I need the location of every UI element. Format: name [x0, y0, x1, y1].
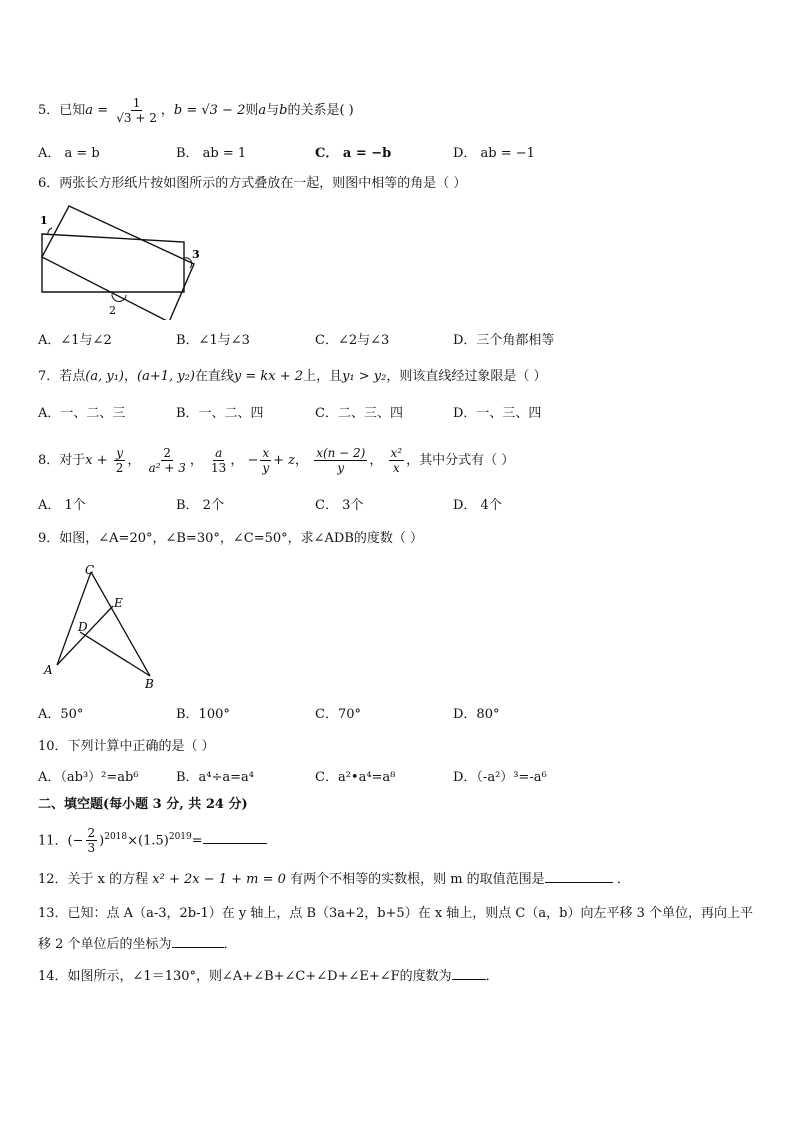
q8-expr-3: $\frac{a}{13}$ — [211, 446, 227, 475]
question-8-options — [38, 497, 758, 515]
question-10-options — [38, 769, 758, 787]
option-a[interactable]: A． a = b — [38, 146, 100, 161]
angle-1-label: 1 — [40, 214, 48, 227]
q8-expr-2: $\frac{2}{\text{a² + 3}}$ — [148, 446, 186, 475]
answer-blank-12[interactable] — [545, 870, 613, 883]
option-d[interactable]: D．三个角都相等 — [453, 333, 555, 348]
option-c[interactable]: C． a = −b — [315, 146, 392, 161]
q11-fraction: $\frac{2}{3}$ — [87, 826, 96, 856]
option-c[interactable]: C．二、三、四 — [315, 406, 403, 421]
question-12: 12．关于 x 的方程 x² + 2x − 1 + m = 0 有两个不相等的实数根，则 m 的取值范围是 ． — [38, 872, 630, 887]
point-e-label: E — [114, 596, 123, 610]
question-8: 8．对于x + $\frac{y}{2}$ ， $\frac{2}{\text{a² + 3}}$ ， $\frac{a}{13}$ ， − $\frac{x}{y}$ + z， $\frac{x(n - 2)}{y}$ ， $\frac{\text{x²}}{x}$ ，其中分式有（ ） — [38, 446, 515, 475]
angle-3-label: 3 — [192, 248, 200, 261]
option-b[interactable]: B． 2个 — [176, 498, 224, 513]
q8-expr-5: $\frac{x(n - 2)}{y}$ — [316, 446, 366, 475]
option-c[interactable]: C．a²•a⁴=a⁸ — [315, 770, 396, 785]
option-d[interactable]: D． ab = −1 — [453, 146, 535, 161]
option-b[interactable]: B．100° — [176, 707, 230, 722]
q8-expr-6: $\frac{\text{x²}}{x}$ — [390, 446, 403, 475]
option-a[interactable]: A．（ab³）²=ab⁶ — [38, 770, 139, 785]
question-9: 9．如图，∠A=20°，∠B=30°，∠C=50°，求∠ADB的度数（ ） — [38, 531, 424, 546]
option-a[interactable]: A．一、二、三 — [38, 406, 126, 421]
option-c[interactable]: C． 3个 — [315, 498, 364, 513]
question-7: 7．若点(a, y₁)，(a+1, y₂)在直线y = kx + 2上，且y₁ > y₂，则该直线经过象限是（ ） — [38, 369, 547, 384]
angle-2-label: 2 — [109, 304, 116, 317]
option-c[interactable]: C．70° — [315, 707, 361, 722]
option-a[interactable]: A．∠1与∠2 — [38, 333, 112, 348]
option-a[interactable]: A．50° — [38, 707, 84, 722]
question-6-options — [38, 332, 758, 350]
option-b[interactable]: B．一、二、四 — [176, 406, 264, 421]
option-b[interactable]: B．∠1与∠3 — [176, 333, 250, 348]
question-13-line-1: 13．已知：点 A（a-3，2b-1）在 y 轴上，点 B（3a+2，b+5）在 x 轴上，则点 C（a，b）向左平移 3 个单位，再向上平 — [38, 906, 753, 921]
rectangle-1 — [42, 234, 184, 292]
question-7-options — [38, 405, 758, 423]
answer-blank-11[interactable] — [203, 831, 267, 844]
q8-expr-4: $\frac{x}{y}$ — [262, 446, 270, 475]
question-9-options — [38, 706, 758, 724]
q6-figure — [32, 202, 212, 320]
point-c-label: C — [85, 563, 95, 577]
option-a[interactable]: A． 1个 — [38, 498, 86, 513]
answer-blank-13[interactable] — [172, 935, 224, 948]
question-5-options — [38, 145, 758, 163]
question-14: 14．如图所示，∠1＝130°，则∠A+∠B+∠C+∠D+∠E+∠F的度数为 ． — [38, 969, 499, 984]
point-b-label: B — [145, 677, 154, 691]
question-11: 11．(− $\frac{2}{3}$ )$^{2018}\times(1.5)^{2019}=$ — [38, 822, 267, 856]
question-6: 6．两张长方形纸片按如图所示的方式叠放在一起，则图中相等的角是（ ） — [38, 176, 467, 191]
option-d[interactable]: D．（-a²）³=-a⁶ — [453, 770, 547, 785]
point-a-label: A — [44, 663, 53, 677]
point-d-label: D — [78, 620, 88, 634]
section-2-title: 二、填空题(每小题 3 分, 共 24 分) — [38, 797, 248, 812]
question-5: 5．已知a = $\frac{1}{√3 + 2}$ ，b = √3 − 2则a与b的关系是( ) — [38, 96, 354, 125]
option-d[interactable]: D．80° — [453, 707, 500, 722]
option-c[interactable]: C．∠2与∠3 — [315, 333, 390, 348]
option-b[interactable]: B．a⁴÷a=a⁴ — [176, 770, 255, 785]
option-b[interactable]: B． ab = 1 — [176, 146, 247, 161]
q5-fraction: $\frac{1}{√3 + 2}$ — [116, 96, 157, 125]
option-d[interactable]: D． 4个 — [453, 498, 502, 513]
q9-figure — [40, 560, 170, 692]
angle-2-arc — [112, 294, 126, 302]
option-d[interactable]: D．一、三、四 — [453, 406, 542, 421]
rectangle-2 — [42, 206, 194, 320]
question-10: 10．下列计算中正确的是（ ） — [38, 739, 215, 754]
answer-blank-14[interactable] — [452, 967, 486, 980]
question-13-line-2: 移 2 个单位后的坐标为 ． — [38, 937, 237, 952]
q8-expr-1: $\frac{y}{2}$ — [115, 446, 124, 475]
